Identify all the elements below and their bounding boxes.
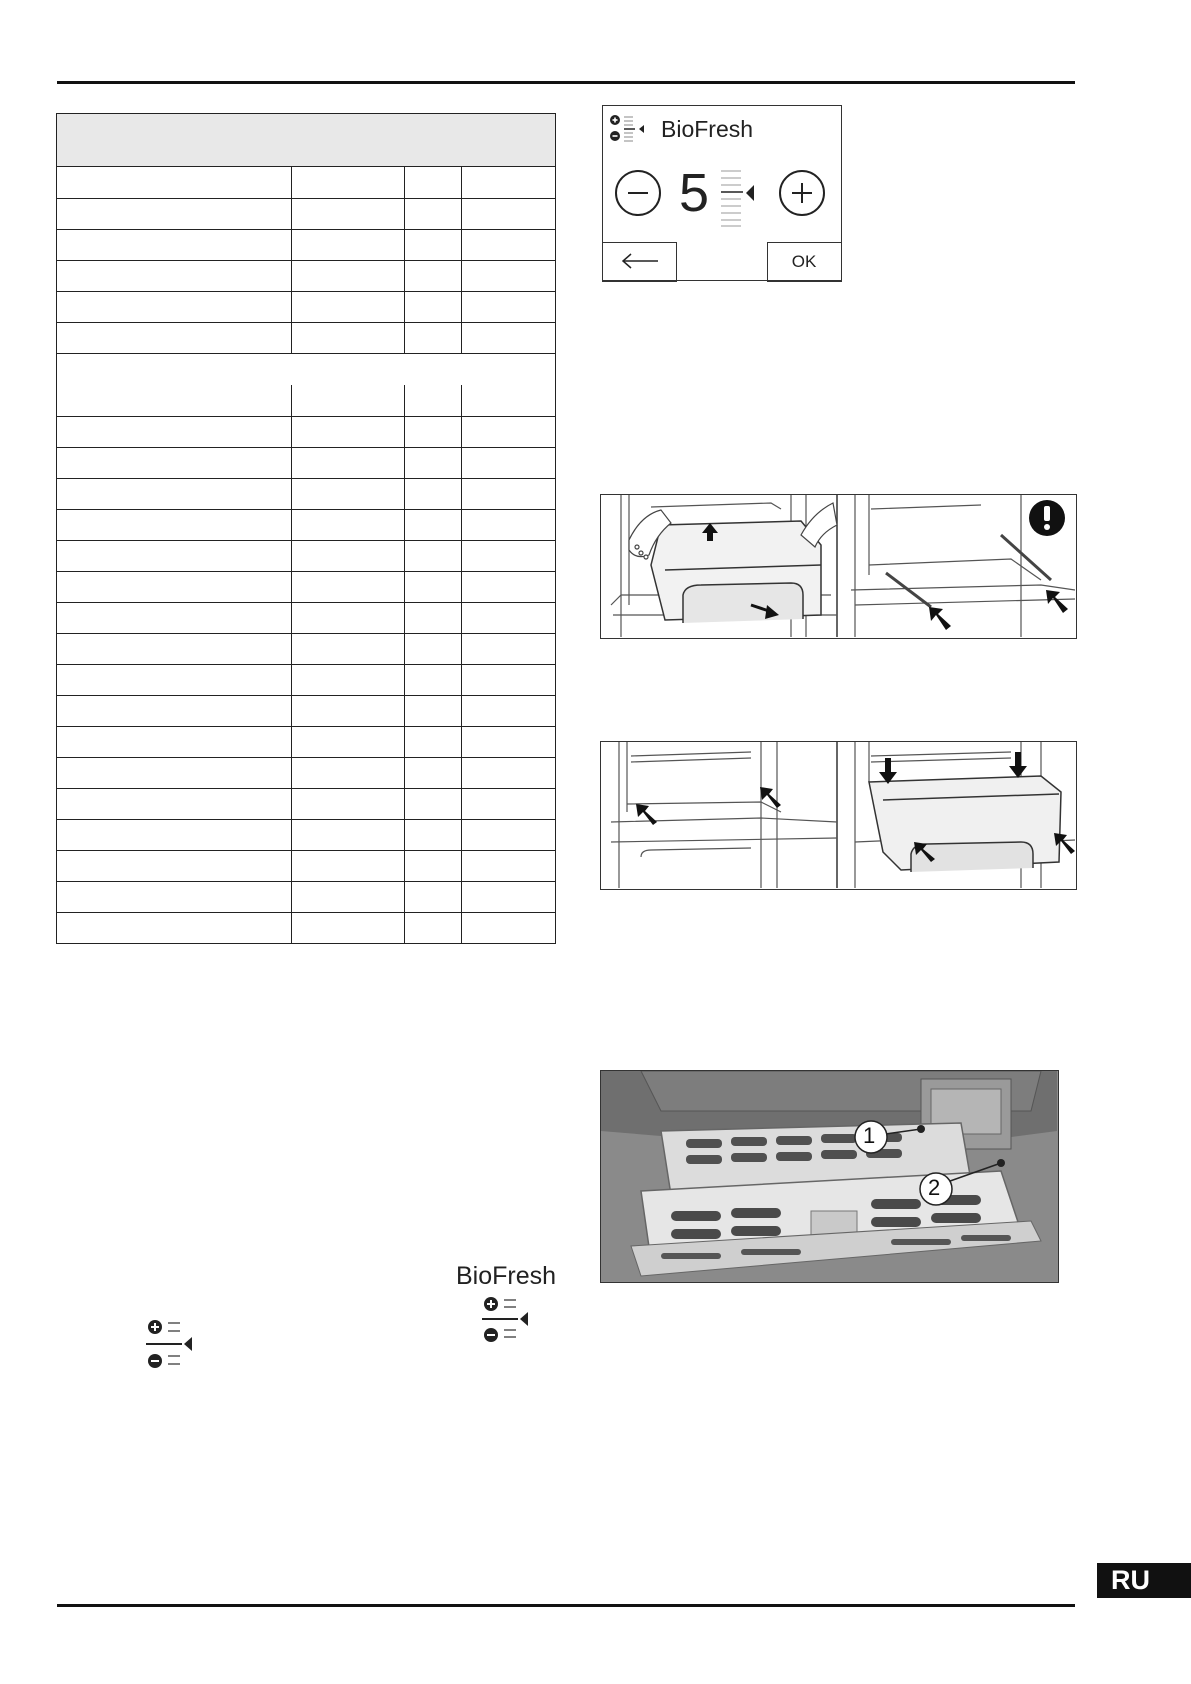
table-cell (291, 882, 404, 912)
table-cell (461, 572, 555, 602)
table-cell (461, 479, 555, 509)
table-cell (57, 789, 291, 819)
insert-drawer-illustration (600, 741, 1077, 890)
table-cell (461, 634, 555, 664)
table-row (57, 571, 555, 602)
table-cell (461, 261, 555, 291)
table-row (57, 633, 555, 664)
table-cell (461, 510, 555, 540)
table-cell (404, 261, 461, 291)
table-cell (291, 417, 404, 447)
table-cell (57, 634, 291, 664)
table-cell (291, 510, 404, 540)
table-row (57, 416, 555, 447)
table-row (57, 912, 555, 943)
table-cell (404, 292, 461, 322)
plus-icon (781, 172, 823, 214)
level-indicator-icon (721, 168, 761, 228)
table-cell (461, 230, 555, 260)
table-cell (404, 727, 461, 757)
temp-level-icon (146, 1318, 196, 1370)
table-cell (404, 572, 461, 602)
table-section-row (57, 353, 555, 385)
table-row (57, 726, 555, 757)
temp-level-icon (482, 1295, 532, 1345)
table-cell (404, 510, 461, 540)
spec-table (56, 113, 556, 944)
table-cell (404, 167, 461, 198)
table-cell (461, 448, 555, 478)
table-cell (57, 665, 291, 695)
table-cell (57, 292, 291, 322)
table-row (57, 385, 555, 416)
table-cell (461, 882, 555, 912)
display-title: BioFresh (661, 115, 754, 142)
table-cell (291, 758, 404, 788)
table-cell (404, 541, 461, 571)
table-cell (57, 603, 291, 633)
table-cell (291, 820, 404, 850)
table-cell (461, 385, 555, 416)
table-cell (57, 167, 291, 198)
table-row (57, 881, 555, 912)
table-row (57, 509, 555, 540)
table-row (57, 695, 555, 726)
temp-level-icon (609, 114, 649, 144)
table-cell (404, 417, 461, 447)
table-row (57, 850, 555, 881)
table-header (57, 114, 555, 167)
table-cell (57, 448, 291, 478)
table-cell (404, 758, 461, 788)
table-cell (461, 727, 555, 757)
plus-button[interactable] (779, 170, 825, 216)
shelf-illustration (600, 1070, 1059, 1283)
table-cell (461, 789, 555, 819)
table-cell (404, 603, 461, 633)
table-cell (404, 789, 461, 819)
table-row (57, 322, 555, 353)
table-cell (291, 727, 404, 757)
table-row (57, 819, 555, 850)
table-row (57, 291, 555, 322)
table-cell (57, 230, 291, 260)
table-cell (57, 696, 291, 726)
table-cell (57, 199, 291, 229)
table-cell (404, 323, 461, 353)
table-cell (291, 634, 404, 664)
table-cell (461, 167, 555, 198)
table-cell (291, 665, 404, 695)
table-cell (461, 292, 555, 322)
table-cell (291, 789, 404, 819)
table-cell (291, 323, 404, 353)
table-cell (461, 913, 555, 943)
header-rule (57, 81, 1075, 84)
table-cell (291, 603, 404, 633)
table-cell (404, 634, 461, 664)
table-cell (461, 199, 555, 229)
table-cell (57, 479, 291, 509)
biofresh-display (602, 105, 842, 281)
minus-button[interactable] (615, 170, 661, 216)
table-cell (57, 417, 291, 447)
table-cell (404, 199, 461, 229)
table-cell (404, 882, 461, 912)
table-row (57, 540, 555, 571)
table-row (57, 788, 555, 819)
display-bottom-row (602, 242, 842, 282)
table-row (57, 664, 555, 695)
back-arrow-icon (603, 243, 675, 280)
ok-button[interactable]: OK (767, 242, 842, 282)
remove-drawer-illustration (600, 494, 1077, 639)
table-cell (57, 820, 291, 850)
table-row (57, 602, 555, 633)
biofresh-label: BioFresh (456, 1262, 557, 1290)
callout-1: 1 (863, 1123, 876, 1148)
table-cell (404, 479, 461, 509)
table-cell (57, 541, 291, 571)
table-cell (291, 572, 404, 602)
table-cell (461, 665, 555, 695)
table-cell (461, 696, 555, 726)
table-row (57, 757, 555, 788)
table-cell (404, 385, 461, 416)
footer-rule (57, 1604, 1075, 1607)
table-cell (404, 448, 461, 478)
table-cell (291, 230, 404, 260)
back-button[interactable] (602, 242, 677, 282)
table-cell (57, 572, 291, 602)
minus-icon (617, 172, 659, 214)
table-row (57, 260, 555, 291)
table-row (57, 447, 555, 478)
table-cell (291, 292, 404, 322)
table-row (57, 167, 555, 198)
table-cell (291, 851, 404, 881)
table-cell (291, 385, 404, 416)
table-row (57, 229, 555, 260)
table-cell (57, 913, 291, 943)
table-cell (57, 758, 291, 788)
table-cell (404, 665, 461, 695)
table-cell (404, 820, 461, 850)
table-cell (461, 851, 555, 881)
table-cell (461, 820, 555, 850)
table-cell (461, 541, 555, 571)
table-cell (291, 913, 404, 943)
table-cell (57, 385, 291, 416)
table-cell (461, 758, 555, 788)
table-cell (291, 199, 404, 229)
table-cell (461, 323, 555, 353)
table-cell (461, 603, 555, 633)
table-cell (291, 448, 404, 478)
display-title-row (609, 114, 753, 144)
table-cell (57, 261, 291, 291)
table-cell (461, 417, 555, 447)
table-cell (57, 882, 291, 912)
display-value: 5 (679, 163, 710, 223)
table-cell (291, 541, 404, 571)
table-cell (291, 696, 404, 726)
table-cell (291, 167, 404, 198)
table-cell (404, 696, 461, 726)
language-badge: RU (1097, 1563, 1191, 1598)
table-cell (291, 479, 404, 509)
table-cell (57, 323, 291, 353)
table-cell (291, 261, 404, 291)
table-cell (404, 851, 461, 881)
table-row (57, 478, 555, 509)
table-cell (57, 851, 291, 881)
table-cell (404, 913, 461, 943)
table-cell (57, 727, 291, 757)
table-cell (404, 230, 461, 260)
callout-2: 2 (928, 1175, 941, 1200)
table-row (57, 198, 555, 229)
table-cell (57, 510, 291, 540)
